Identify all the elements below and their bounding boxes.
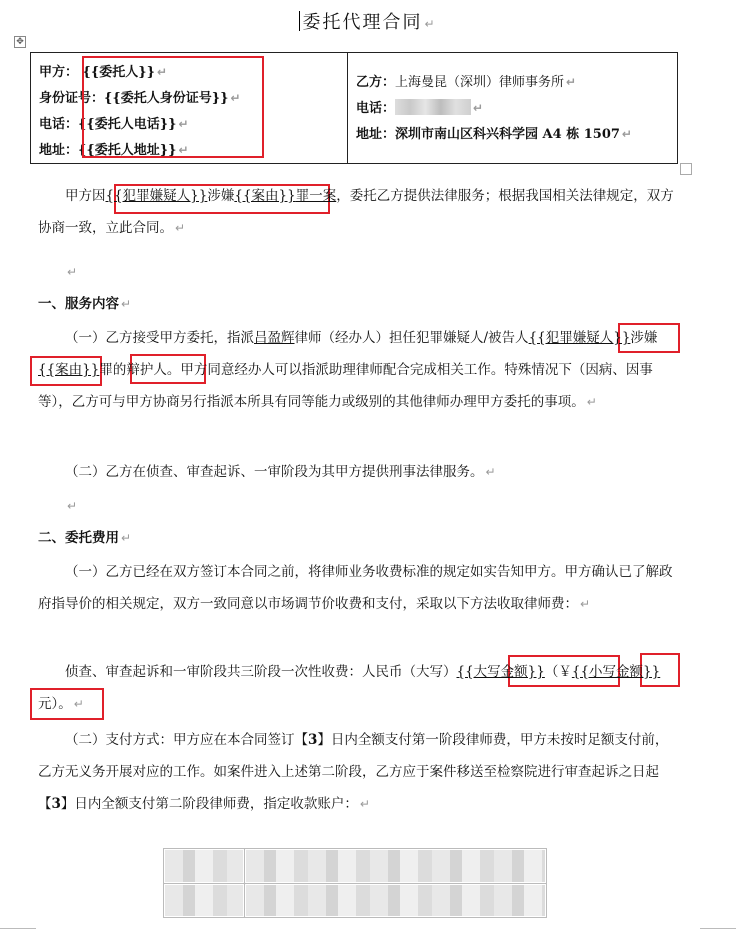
paragraph-mark-icon: ↵ xyxy=(566,75,577,89)
party-b-phone-label: 电话： xyxy=(356,101,396,116)
paragraph-mark-icon: ↵ xyxy=(178,143,189,157)
bank-account-table-redacted xyxy=(163,848,547,918)
redacted-cell xyxy=(165,885,243,917)
empty-paragraph xyxy=(38,490,678,522)
party-a-name-field[interactable]: {{委托人}} xyxy=(82,65,155,80)
section1-paragraph2: （二）乙方在侦查、审查起诉、一审阶段为其甲方提供刑事法律服务。 ↵ xyxy=(65,464,496,480)
placeholder-highlight-box xyxy=(82,56,264,158)
suspect-placeholder[interactable]: {{犯罪嫌疑人}} xyxy=(528,330,631,346)
case-placeholder[interactable]: {{案由}} xyxy=(38,362,100,378)
page-corner-mark xyxy=(0,928,36,929)
redacted-phone xyxy=(395,99,471,115)
party-b-name-value: 上海曼昆（深圳）律师事务所 xyxy=(395,75,565,90)
paragraph-mark-icon: ↵ xyxy=(621,127,632,141)
party-a-phone-label: 电话： xyxy=(39,117,79,132)
party-a-phone-field[interactable]: {{委托人电话}} xyxy=(78,117,177,132)
paragraph-mark-icon: ↵ xyxy=(73,697,84,711)
party-b-name-row xyxy=(356,69,669,95)
section2-paragraph1: （一）乙方已经在双方签订本合同之前，将律师业务收费标准的规定如实告知甲方。甲方确认已了解政府指导价的相关规定，双方一致同意以市场调节价收费和支付，采取以下方法收取律师费： ↵ xyxy=(38,564,673,612)
amount-upper-placeholder[interactable]: {{大写金额}} xyxy=(456,664,545,680)
title-text: 委托代理合同 xyxy=(302,12,423,33)
paragraph-mark-icon: ↵ xyxy=(67,499,78,513)
section2-heading: 二、委托费用 ↵ xyxy=(38,530,132,546)
paragraph-mark-icon: ↵ xyxy=(485,465,496,479)
party-b-cell xyxy=(348,53,678,164)
party-b-address-row xyxy=(356,121,669,147)
party-b-address-value: 深圳市南山区科兴科学园 A4 栋 1507 xyxy=(395,127,620,142)
party-b-address-label: 地址： xyxy=(356,127,396,142)
paragraph-mark-icon: ↵ xyxy=(424,17,437,31)
section1-heading: 一、服务内容 ↵ xyxy=(38,296,132,312)
suspect-placeholder[interactable]: {{犯罪嫌疑人}} xyxy=(105,188,208,204)
paragraph-mark-icon: ↵ xyxy=(359,797,370,811)
paragraph-mark-icon: ↵ xyxy=(175,221,186,235)
paragraph-mark-icon: ↵ xyxy=(580,597,591,611)
empty-paragraph xyxy=(38,256,678,288)
paragraph-mark-icon: ↵ xyxy=(121,531,132,545)
section2-paragraph3: （二）支付方式：甲方应在本合同签订【3】日内全额支付第一阶段律师费，甲方未按时足额支付前，乙方无义务开展对应的工作。如案件进入上述第二阶段，乙方应于案件移送至检察院进行审查起诉之日起【3】日内全额支付第二阶段律师费，指定收款账户： ↵ xyxy=(38,732,669,812)
paragraph-mark-icon: ↵ xyxy=(67,265,78,279)
page-corner-mark xyxy=(700,928,736,929)
section2-paragraph2: 侦查、审查起诉和一审阶段共三阶段一次性收费：人民币（大写）{{大写金额}}（￥{{小写金额}}元）。 ↵ xyxy=(38,664,661,712)
table-move-handle-icon[interactable]: ✥ xyxy=(14,36,26,48)
paragraph-mark-icon: ↵ xyxy=(157,65,168,79)
party-a-id-label: 身份证号： xyxy=(39,91,105,106)
party-a-name-label: 甲方： xyxy=(39,65,79,80)
party-a-id-field[interactable]: {{委托人身份证号}} xyxy=(104,91,229,106)
redacted-cell xyxy=(246,850,545,882)
redacted-cell xyxy=(165,850,243,882)
document-title xyxy=(0,8,736,34)
paragraph-mark-icon: ↵ xyxy=(178,117,189,131)
paragraph-mark-icon: ↵ xyxy=(121,297,132,311)
paragraph-mark-icon: ↵ xyxy=(230,91,241,105)
party-a-address-field[interactable]: {{委托人地址}} xyxy=(78,143,177,158)
lawyer-name: 吕盈辉 xyxy=(254,330,295,346)
party-b-name-label: 乙方： xyxy=(356,75,396,90)
section1-paragraph1: （一）乙方接受甲方委托，指派吕盈辉律师（经办人）担任犯罪嫌疑人/被告人{{犯罪嫌疑人}}涉嫌{{案由}}罪的辩护人。甲方同意经办人可以指派助理律师配合完成相关工作。特殊情况下（因病、因事等），乙方可与甲方协商另行指派本所具有同等能力或级别的其他律师办理甲方委托的事项。 ↵ xyxy=(38,330,658,410)
party-b-phone-row xyxy=(356,95,669,121)
paragraph-mark-icon: ↵ xyxy=(586,395,597,409)
table-resize-handle-icon[interactable] xyxy=(680,163,692,175)
party-a-address-label: 地址： xyxy=(39,143,79,158)
amount-lower-placeholder[interactable]: {{小写金额}} xyxy=(571,664,661,680)
paragraph-mark-icon: ↵ xyxy=(473,101,484,115)
text-cursor xyxy=(299,11,300,31)
redacted-cell xyxy=(246,885,545,917)
case-placeholder[interactable]: {{案由}} xyxy=(234,188,296,204)
intro-paragraph: 甲方因{{犯罪嫌疑人}}涉嫌{{案由}}罪一案，委托乙方提供法律服务；根据我国相关法律规定，双方协商一致，立此合同。 ↵ xyxy=(38,188,674,236)
